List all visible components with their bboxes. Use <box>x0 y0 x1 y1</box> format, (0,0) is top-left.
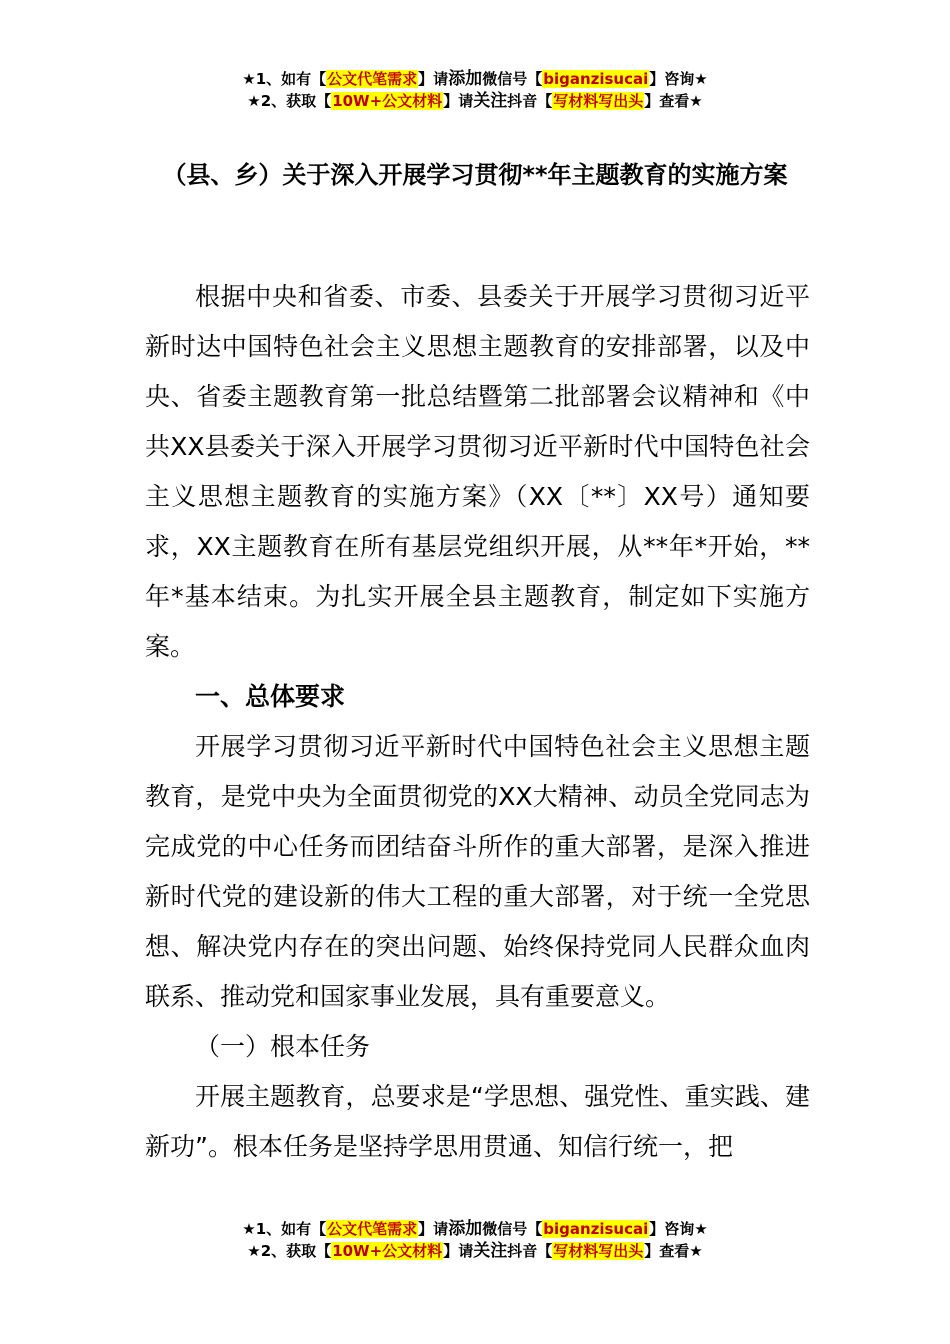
highlight-douyin-id: 写材料写出头 <box>553 1242 644 1260</box>
banner-line-2: ★2、获取【10W+公文材料】请关注抖音【写材料写出头】查看★ <box>247 1241 703 1261</box>
intro-paragraph: 根据中央和省委、市委、县委关于开展学习贯彻习近平新时达中国特色社会主义思想主题教育的安排部署，以及中央、省委主题教育第一批总结暨第二批部署会议精神和《中共XX县委关于深入开展学习贯彻习近平新时代中国特色社会主义思想主题教育的实施方案》（XX〔**〕XX号）通知要求，XX主题教育在所有基层党组织开展，从**年*开始，**年*基本结束。为扎实开展全县主题教育，制定如下实施方案。 <box>145 282 810 661</box>
highlight-wechat-id: biganzisucai <box>543 1220 649 1238</box>
banner-line-2: ★2、获取【10W+公文材料】请关注抖音【写材料写出头】查看★ <box>247 91 703 111</box>
subsection-heading: （一）根本任务 <box>195 1032 371 1061</box>
section-paragraph: 开展学习贯彻习近平新时代中国特色社会主义思想主题教育，是党中央为全面贯彻党的XX大精神、动员全党同志为完成党的中心任务而团结奋斗所作的重大部署，是深入推进新时代党的建设新的伟大工程的重大部署，对于统一全党思想、解决党内存在的突出问题、始终保持党同人民群众血肉联系、推动党和国家事业发展，具有重要意义。 <box>145 732 810 1011</box>
footer-banner <box>0 1218 950 1262</box>
highlight-service: 公文代笔需求 <box>327 70 418 88</box>
highlight-wechat-id: biganzisucai <box>543 70 649 88</box>
section-heading: 一、总体要求 <box>195 682 346 711</box>
document-body <box>145 272 810 1172</box>
document-title: （县、乡）关于深入开展学习贯彻**年主题教育的实施方案 <box>162 161 788 189</box>
header-banner <box>0 68 950 112</box>
highlight-service: 公文代笔需求 <box>327 1220 418 1238</box>
banner-line-1: ★1、如有【公文代笔需求】请添加微信号【biganzisucai】咨询★ <box>242 1219 708 1239</box>
highlight-materials: 10W+公文材料 <box>332 92 443 110</box>
highlight-materials: 10W+公文材料 <box>332 1242 443 1260</box>
highlight-douyin-id: 写材料写出头 <box>553 92 644 110</box>
subsection-paragraph: 开展主题教育，总要求是“学思想、强党性、重实践、建新功”。根本任务是坚持学思用贯通、知信行统一，把 <box>145 1082 810 1161</box>
banner-line-1: ★1、如有【公文代笔需求】请添加微信号【biganzisucai】咨询★ <box>242 69 708 89</box>
